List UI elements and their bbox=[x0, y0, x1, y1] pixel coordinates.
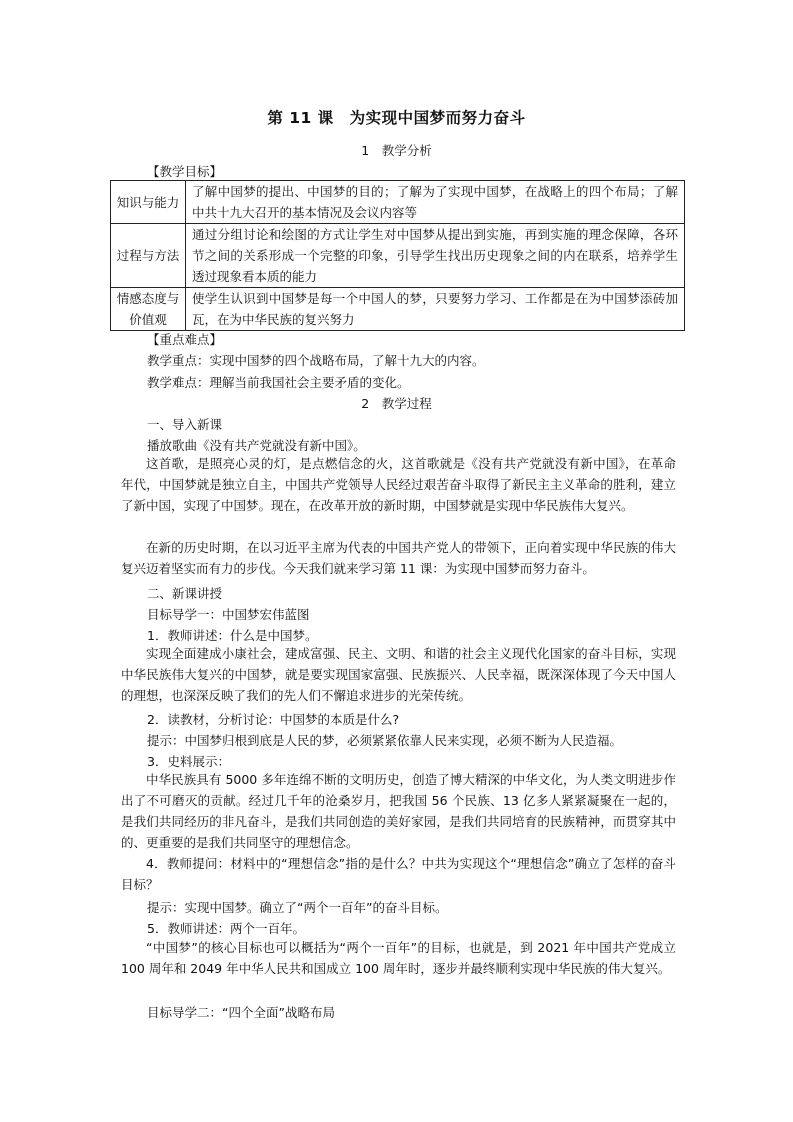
key-points-label: 【重点难点】 bbox=[147, 332, 223, 347]
goal-value: 使学生认识到中国梦是每一个中国人的梦，只要努力学习、工作都是在为中国梦添砖加瓦，在为中华民族的复兴努力 bbox=[186, 288, 685, 331]
hint-line: 提示：实现中国梦。确立了“两个一百年”的奋斗目标。 bbox=[147, 900, 448, 915]
list-item: 5．教师讲述：两个一百年。 bbox=[147, 921, 305, 936]
paragraph: “中国梦”的核心目标也可以概括为“两个一百年”的目标，也就是，到 2021 年中国共产党成立 100 周年和 2049 年中华人民共和国成立 100 周年时，逐步并最终顺利实现中华民族的伟大复兴。 bbox=[121, 940, 676, 976]
list-item: 3．史料展示： bbox=[147, 754, 230, 769]
paragraph: 实现全面建成小康社会，建成富强、民主、文明、和谐的社会主义现代化国家的奋斗目标，实现中华民族伟大复兴的中国梦，就是要实现国家富强、民族振兴、人民幸福，既深深体现了今天中国人的理想，也深深反映了我们的先人们不懈追求进步的光荣传统。 bbox=[121, 646, 676, 703]
goal-key: 情感态度与价值观 bbox=[111, 288, 186, 331]
paragraph: 中华民族具有 5000 多年连绵不断的文明历史，创造了博大精深的中华文化，为人类文明进步作出了不可磨灭的贡献。经过几千年的沧桑岁月，把我国 56 个民族、13 亿多人紧紧凝聚在一起的，是我们共同经历的非凡奋斗，是我们共同创造的美好家园，是我们共同培育的民族精神，而贯穿其中的、更重要的是我们共同坚守的理想信念。 bbox=[121, 772, 676, 850]
goal-value: 了解中国梦的提出、中国梦的目的；了解为了实现中国梦，在战略上的四个布局；了解中共十九大召开的基本情况及会议内容等 bbox=[186, 181, 685, 224]
goal-guide-heading: 目标导学二：“四个全面”战略布局 bbox=[147, 1005, 335, 1020]
key-point: 教学重点：实现中国梦的四个战略布局，了解十九大的内容。 bbox=[147, 353, 485, 368]
section-heading-process: 2 教学过程 bbox=[361, 396, 432, 411]
goal-key: 知识与能力 bbox=[111, 181, 186, 224]
list-item: 1．教师讲述：什么是中国梦。 bbox=[147, 628, 318, 643]
lesson-title: 第 11 课 为实现中国梦而努力奋斗 bbox=[267, 109, 526, 127]
list-item: 2．读教材，分析讨论：中国梦的本质是什么? bbox=[147, 712, 400, 727]
goal-value: 通过分组讨论和绘图的方式让学生对中国梦从提出到实施，再到实施的理念保障，各环节之间的关系形成一个完整的印象，引导学生找出历史现象之间的内在联系，培养学生透过现象看本质的能力 bbox=[186, 224, 685, 288]
paragraph: 在新的历史时期，在以习近平主席为代表的中国共产党人的带领下，正向着实现中华民族的伟大复兴迈着坚实而有力的步伐。今天我们就来学习第 11 课：为实现中国梦而努力奋斗。 bbox=[121, 540, 676, 576]
hint-line: 提示：中国梦归根到底是人民的梦，必须紧紧依靠人民来实现，必须不断为人民造福。 bbox=[147, 733, 623, 748]
song-line: 播放歌曲《没有共产党就没有新中国》。 bbox=[147, 438, 366, 453]
difficult-point: 教学难点：理解当前我国社会主要矛盾的变化。 bbox=[147, 375, 410, 390]
goal-key: 过程与方法 bbox=[111, 224, 186, 288]
part-heading-new: 二、新课讲授 bbox=[147, 586, 223, 601]
goals-label: 【教学目标】 bbox=[147, 164, 223, 179]
section-heading-analysis: 1 教学分析 bbox=[361, 143, 432, 158]
paragraph: 这首歌，是照亮心灵的灯，是点燃信念的火，这首歌就是《没有共产党就没有新中国》，在革命年代，中国梦就是独立自主，中国共产党领导人民经过艰苦奋斗取得了新民主主义革命的胜利，建立了新中国，实现了中国梦。现在，在改革开放的新时期，中国梦就是实现中华民族伟大复兴。 bbox=[121, 456, 676, 513]
part-heading-intro: 一、导入新课 bbox=[147, 417, 223, 432]
goal-guide-heading: 目标导学一：中国梦宏伟蓝图 bbox=[147, 607, 310, 622]
table-row bbox=[111, 181, 685, 224]
teaching-goals-table bbox=[110, 180, 685, 331]
table-row bbox=[111, 288, 685, 331]
table-row bbox=[111, 224, 685, 288]
paragraph: 4．教师提问：材料中的“理想信念”指的是什么？中共为实现这个“理想信念”确立了怎样的奋斗目标？ bbox=[121, 856, 676, 892]
